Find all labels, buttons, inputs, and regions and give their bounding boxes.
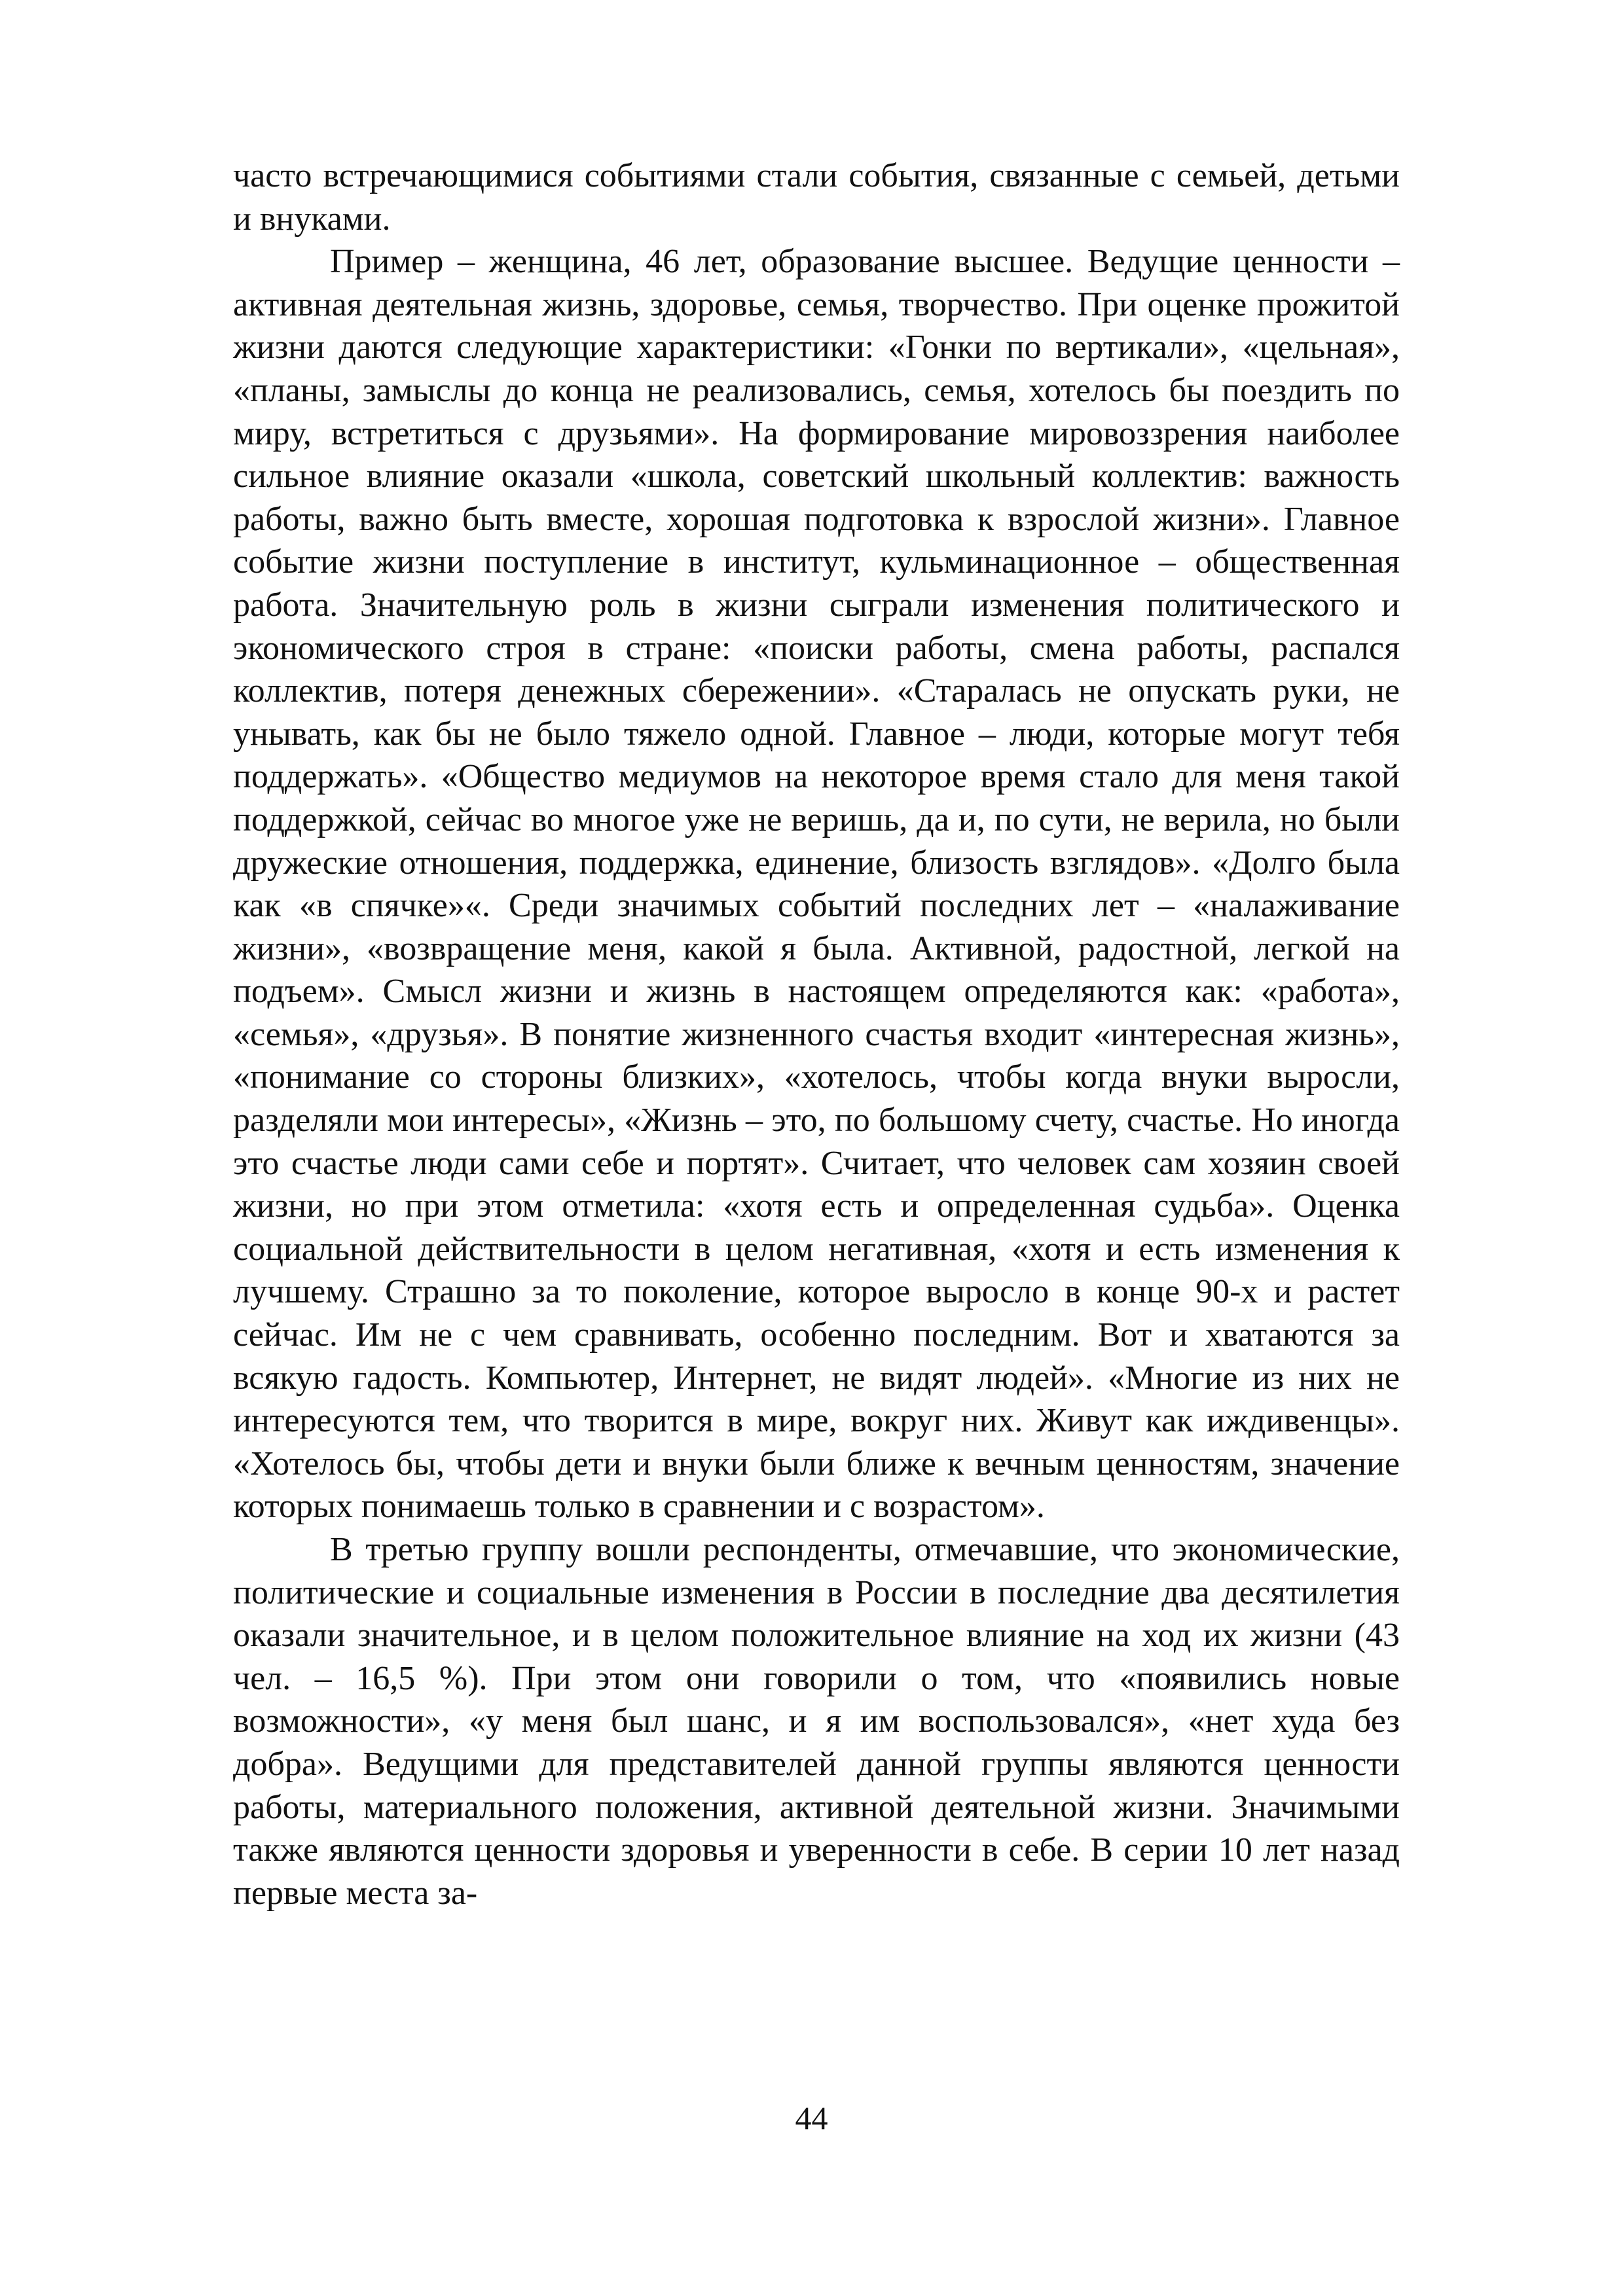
paragraph-continuation: часто встречающимися событиями стали события, связанные с семьей, детьми и внуками. [233, 157, 1400, 238]
body-text [233, 154, 1400, 1914]
page-number: 44 [795, 2100, 828, 2136]
paragraph-third-group: В третью группу вошли респонденты, отмечавшие, что экономические, политические и социальные изменения в России в последние два десятилетия оказали значительное, и в целом положительное влияние на ход их жизни (43 чел. – 16,5 %). При этом они говорили о том, что «появились новые возможности», «у меня был шанс, и я им воспользовался», «нет худа без добра». Ведущими для представителей данной группы являются ценности работы, материального положения, активной деятельной жизни. Значимыми также являются ценности здоровья и уверенности в себе. В серии 10 лет назад первые места за- [233, 1531, 1400, 1912]
paragraph-example-woman: Пример – женщина, 46 лет, образование высшее. Ведущие ценности – активная деятельная жизнь, здоровье, семья, творчество. При оценке прожитой жизни даются следующие характеристики: «Гонки по вертикали», «цельная», «планы, замыслы до конца не реализовались, семья, хотелось бы поездить по миру, встретиться с друзьями». На формирование мировоззрения наиболее сильное влияние оказали «школа, советский школьный коллектив: важность работы, важно быть вместе, хорошая подготовка к взрослой жизни». Главное событие жизни поступление в институт, кульминационное – общественная работа. Значительную роль в жизни сыграли изменения политического и экономического строя в стране: «поиски работы, смена работы, распался коллектив, потеря денежных сбережении». «Старалась не опускать руки, не унывать, как бы не было тяжело одной. Главное – люди, которые могут тебя поддержать». «Общество медиумов на некоторое время стало для меня такой поддержкой, сейчас во многое уже не веришь, да и, по сути, не верила, но были дружеские отношения, поддержка, единение, близость взглядов». «Долго была как «в спячке»«. Среди значимых событий последних лет – «налаживание жизни», «возвращение меня, какой я была. Активной, радостной, легкой на подъем». Смысл жизни и жизнь в настоящем определяются как: «работа», «семья», «друзья». В понятие жизненного счастья входит «интересная жизнь», «понимание со стороны близких», «хотелось, чтобы когда внуки выросли, разделяли мои интересы», «Жизнь – это, по большому счету, счастье. Но иногда это счастье люди сами себе и портят». Считает, что человек сам хозяин своей жизни, но при этом отметила: «хотя есть и определенная судьба». Оценка социальной действительности в целом негативная, «хотя и есть изменения к лучшему. Страшно за то поколение, которое выросло в конце 90-х и растет сейчас. Им не с чем сравнивать, особенно последним. Вот и хватаются за всякую гадость. Компьютер, Интернет, не видят людей». «Многие из них не интересуются тем, что творится в мире, вокруг них. Живут как иждивенцы». «Хотелось бы, чтобы дети и внуки были ближе к вечным ценностям, значение которых понимаешь только в сравнении и с возрастом». [233, 243, 1400, 1526]
